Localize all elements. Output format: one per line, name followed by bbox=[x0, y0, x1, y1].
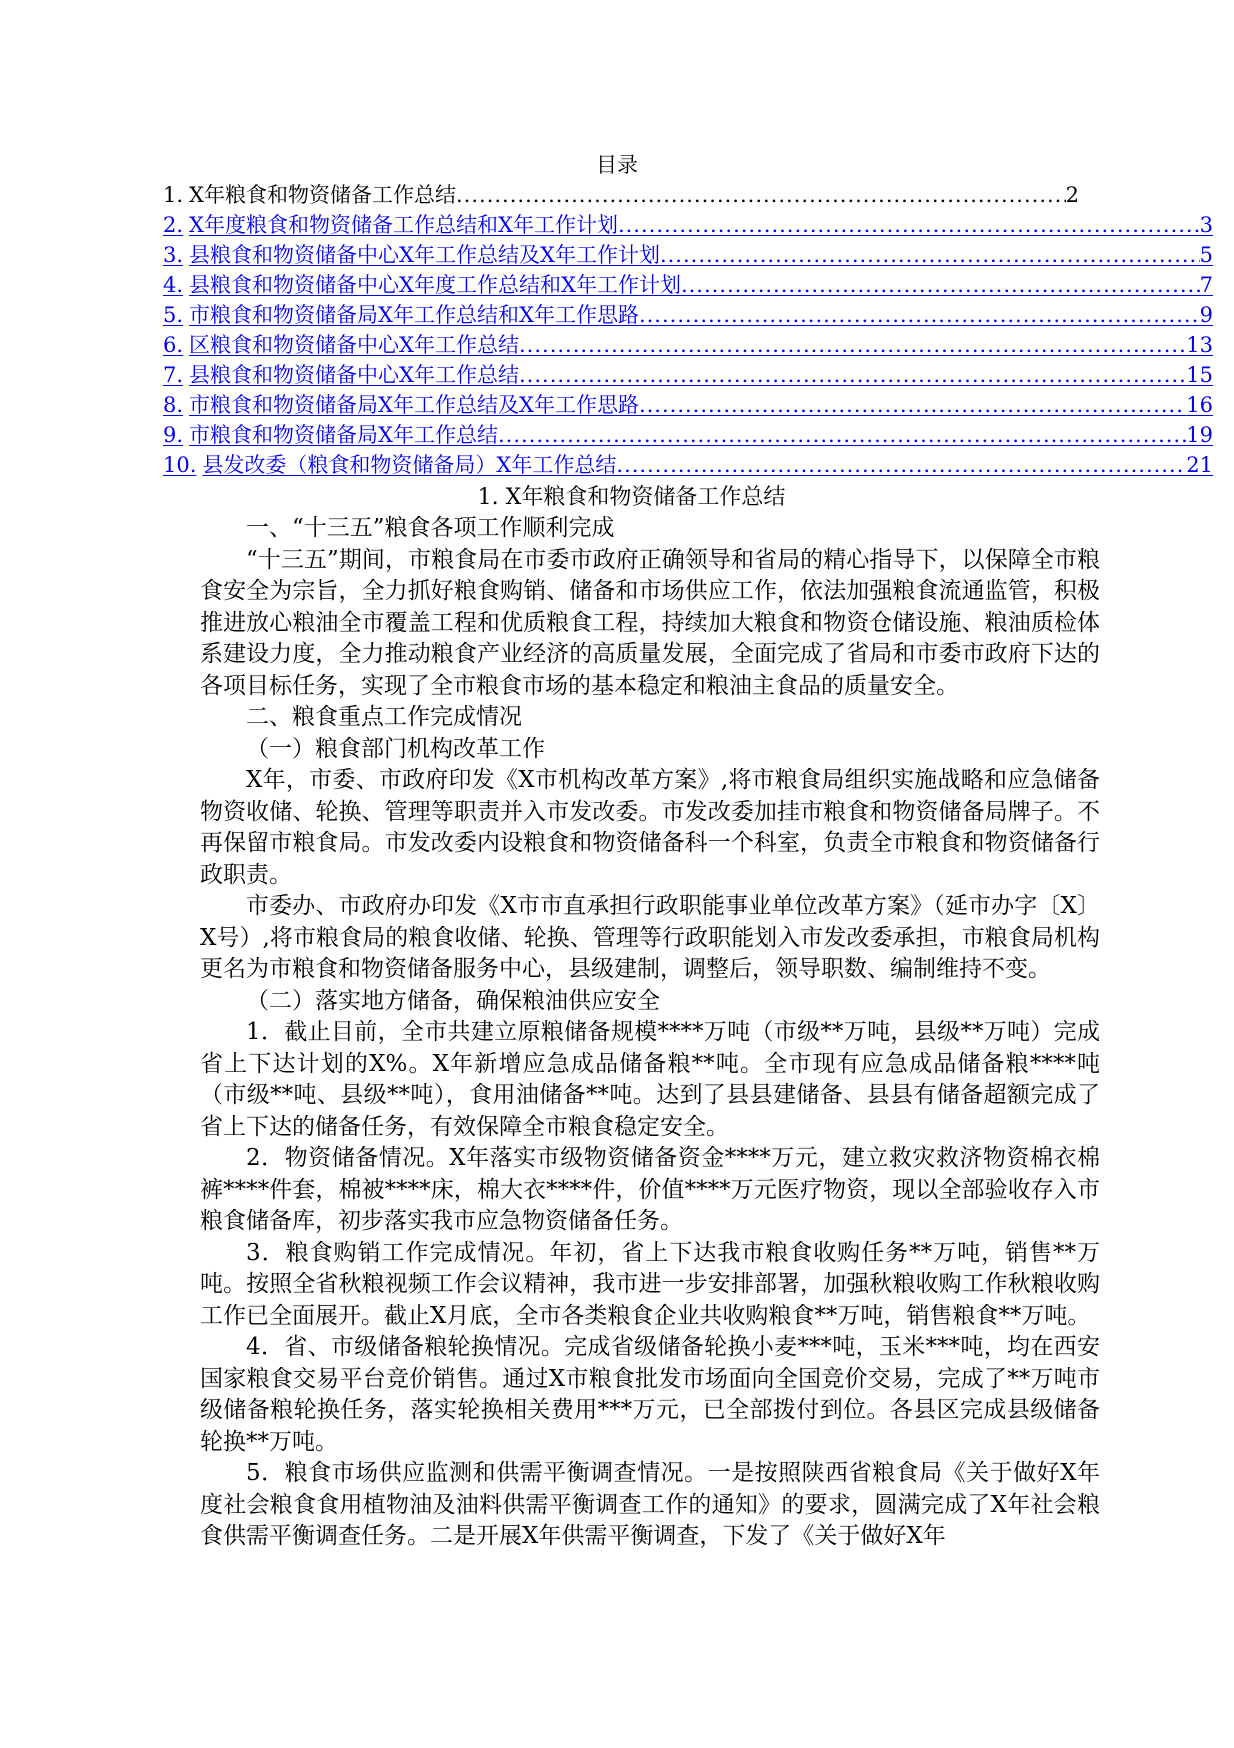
paragraph-2: X年，市委、市政府印发《X市机构改革方案》,将市粮食局组织实施战略和应急储备物资收储、轮换、管理等职责并入市发改委。市发改委加挂市粮食和物资储备局牌子。不再保留市粮食局。市发改委内设粮食和物资储备科一个科室，负责全市粮食和物资储备行政职责。 bbox=[200, 767, 1100, 888]
toc-entry-2[interactable] bbox=[163, 210, 1213, 240]
toc-entry-page: 2 bbox=[1065, 183, 1079, 207]
toc-entry-page: 7 bbox=[1199, 273, 1213, 297]
section-heading-2: 二、粮食重点工作完成情况 bbox=[246, 704, 522, 730]
toc-leader-dots bbox=[616, 450, 1186, 480]
toc-entry-number: 4. bbox=[163, 273, 184, 297]
article-heading: 1. X年粮食和物资储备工作总结 bbox=[477, 485, 786, 510]
paragraph-4: 1．截止目前，全市共建立原粮储备规模****万吨（市级**万吨，县级**万吨）完成省上下达计划的X%。X年新增应急成品储备粮**吨。全市现有应急成品储备粮****吨（市级**吨、县级**吨），食用油储备**吨。达到了县县建储备、县县有储备超额完成了省上下达的储备任务，有效保障全市粮食稳定安全。 bbox=[200, 1019, 1100, 1140]
toc-entry-page: 19 bbox=[1186, 423, 1213, 447]
toc-entry-title: 市粮食和物资储备局X年工作总结及X年工作思路 bbox=[189, 393, 639, 417]
toc-entry-title: 县粮食和物资储备中心X年度工作总结和X年工作计划 bbox=[189, 273, 681, 297]
toc-entry-number: 9. bbox=[163, 423, 184, 447]
toc-entry-title: 县发改委（粮食和物资储备局）X年工作总结 bbox=[202, 453, 617, 477]
toc-leader-dots bbox=[519, 360, 1186, 390]
toc-leader-dots bbox=[519, 330, 1186, 360]
toc-entry-page: 15 bbox=[1186, 363, 1213, 387]
toc-entry-3[interactable] bbox=[163, 240, 1213, 270]
toc-entry-number: 8. bbox=[163, 393, 184, 417]
toc-leader-dots bbox=[660, 240, 1200, 270]
toc-title: 目录 bbox=[596, 153, 638, 177]
article-body bbox=[200, 482, 1100, 1553]
toc-entry-5[interactable] bbox=[163, 300, 1213, 330]
paragraph-7: 4．省、市级储备粮轮换情况。完成省级储备轮换小麦***吨，玉米***吨，均在西安国家粮食交易平台竞价销售。通过X市粮食批发市场面向全国竞价交易，完成了**万吨市级储备粮轮换任务，落实轮换相关费用***万元，已全部拨付到位。各县区完成县级储备轮换**万吨。 bbox=[200, 1334, 1100, 1455]
toc-entry-number: 2. bbox=[163, 213, 184, 237]
toc-entry-title: 区粮食和物资储备中心X年工作总结 bbox=[189, 333, 519, 357]
toc-leader-dots bbox=[456, 180, 1066, 210]
toc-entry-number: 3. bbox=[163, 243, 184, 267]
toc-leader-dots bbox=[639, 390, 1186, 420]
toc-entry-title: 县粮食和物资储备中心X年工作总结及X年工作计划 bbox=[189, 243, 660, 267]
toc-entry-6[interactable] bbox=[163, 330, 1213, 360]
toc-leader-dots bbox=[681, 270, 1200, 300]
subsection-heading-2: （二）落实地方储备，确保粮油供应安全 bbox=[246, 987, 660, 1014]
table-of-contents bbox=[163, 180, 1213, 480]
toc-entry-number: 1. bbox=[163, 183, 184, 207]
toc-entry-number: 6. bbox=[163, 333, 184, 357]
toc-entry-number: 7. bbox=[163, 363, 184, 387]
toc-entry-page: 21 bbox=[1186, 453, 1213, 477]
toc-entry-8[interactable] bbox=[163, 390, 1213, 420]
toc-leader-dots bbox=[498, 420, 1186, 450]
toc-entry-title: 县粮食和物资储备中心X年工作总结 bbox=[189, 363, 519, 387]
toc-entry-7[interactable] bbox=[163, 360, 1213, 390]
toc-entry-page: 5 bbox=[1199, 243, 1213, 267]
toc-entry-9[interactable] bbox=[163, 420, 1213, 450]
toc-entry-10[interactable] bbox=[163, 450, 1213, 480]
toc-entry-page: 3 bbox=[1199, 213, 1213, 237]
toc-entry-number: 5. bbox=[163, 303, 184, 327]
paragraph-5: 2．物资储备情况。X年落实市级物资储备资金****万元，建立救灾救济物资棉衣棉裤****件套，棉被****床，棉大衣****件，价值****万元医疗物资，现以全部验收存入市粮食储备库，初步落实我市应急物资储备任务。 bbox=[200, 1145, 1100, 1234]
toc-entry-page: 16 bbox=[1186, 393, 1213, 417]
paragraph-3: 市委办、市政府办印发《X市市直承担行政职能事业单位改革方案》（延市办字〔X〕X号）,将市粮食局的粮食收储、轮换、管理等行政职能划入市发改委承担，市粮食局机构更名为市粮食和物资储备服务中心，县级建制，调整后，领导职数、编制维持不变。 bbox=[200, 893, 1100, 982]
toc-leader-dots bbox=[618, 210, 1200, 240]
toc-entry-number: 10. bbox=[163, 453, 197, 477]
toc-entry-title: X年度粮食和物资储备工作总结和X年工作计划 bbox=[189, 213, 618, 237]
paragraph-6: 3．粮食购销工作完成情况。年初，省上下达我市粮食收购任务**万吨，销售**万吨。按照全省秋粮视频工作会议精神，我市进一步安排部署，加强秋粮收购工作秋粮收购工作已全面展开。截止X月底，全市各类粮食企业共收购粮食**万吨，销售粮食**万吨。 bbox=[200, 1239, 1100, 1329]
subsection-heading-1: （一）粮食部门机构改革工作 bbox=[246, 735, 545, 762]
paragraph-1: “十三五”期间，市粮食局在市委市政府正确领导和省局的精心指导下，以保障全市粮食安全为宗旨，全力抓好粮食购销、储备和市场供应工作，依法加强粮食流通监管，积极推进放心粮油全市覆盖工程和优质粮食工程，持续加大粮食和物资仓储设施、粮油质检体系建设力度，全力推动粮食产业经济的高质量发展，全面完成了省局和市委市政府下达的各项目标任务，实现了全市粮食市场的基本稳定和粮油主食品的质量安全。 bbox=[200, 546, 1100, 699]
paragraph-8: 5．粮食市场供应监测和供需平衡调查情况。一是按照陕西省粮食局《关于做好X年度社会粮食食用植物油及油料供需平衡调查工作的通知》的要求，圆满完成了X年社会粮食供需平衡调查任务。二是开展X年供需平衡调查，下发了《关于做好X年 bbox=[200, 1460, 1100, 1549]
toc-entry-page: 9 bbox=[1199, 303, 1213, 327]
toc-entry-page: 13 bbox=[1186, 333, 1213, 357]
toc-entry-4[interactable] bbox=[163, 270, 1213, 300]
section-heading-1: 一、“十三五”粮食各项工作顺利完成 bbox=[246, 515, 615, 541]
toc-entry-title: X年粮食和物资储备工作总结 bbox=[189, 183, 456, 207]
toc-leader-dots bbox=[639, 300, 1200, 330]
toc-entry-title: 市粮食和物资储备局X年工作总结 bbox=[189, 423, 498, 447]
toc-entry-1[interactable] bbox=[163, 180, 1079, 210]
toc-entry-title: 市粮食和物资储备局X年工作总结和X年工作思路 bbox=[189, 303, 639, 327]
